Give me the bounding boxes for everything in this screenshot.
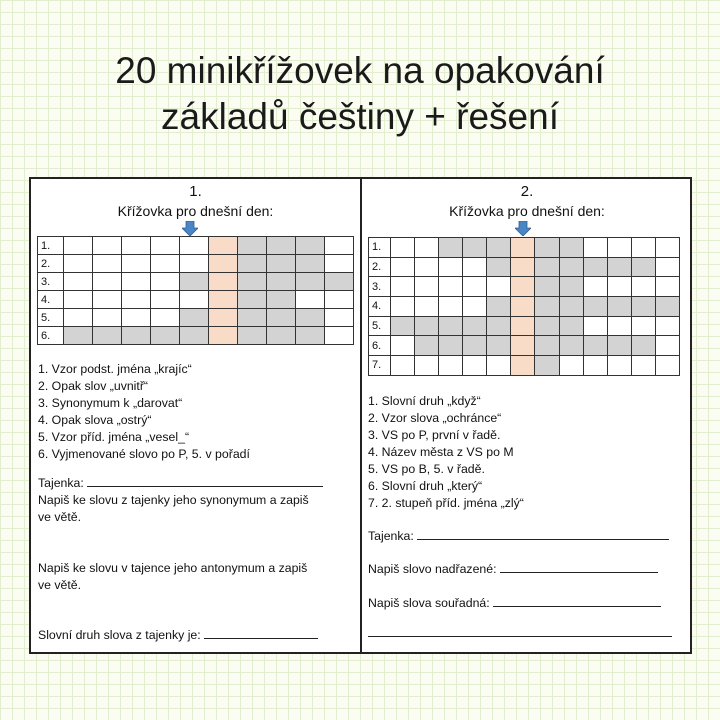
- letter-cell[interactable]: [238, 237, 267, 255]
- letter-cell[interactable]: [325, 309, 354, 327]
- tajenka-answer-line[interactable]: [87, 475, 323, 487]
- letter-cell[interactable]: [583, 316, 607, 336]
- letter-cell[interactable]: [487, 297, 511, 317]
- letter-cell[interactable]: [296, 327, 325, 345]
- extra-answer-row: [368, 625, 672, 642]
- letter-cell[interactable]: [415, 356, 439, 376]
- grid-row: [38, 291, 354, 309]
- clue-item: 5. VS po B, 5. v řadě.: [368, 462, 485, 476]
- letter-cell[interactable]: [64, 327, 93, 345]
- letter-cell[interactable]: [238, 255, 267, 273]
- letter-cell[interactable]: [487, 238, 511, 258]
- nadrazene-answer-line[interactable]: [500, 561, 658, 573]
- letter-cell[interactable]: [583, 257, 607, 277]
- letter-cell[interactable]: [439, 316, 463, 336]
- letter-cell[interactable]: [296, 255, 325, 273]
- grid-row: [38, 309, 354, 327]
- letter-cell[interactable]: [559, 336, 583, 356]
- letter-cell[interactable]: [325, 255, 354, 273]
- task-antonym: [38, 560, 307, 594]
- down-arrow-icon: [182, 221, 198, 236]
- row-number: 2.: [38, 255, 64, 273]
- letter-cell[interactable]: [607, 316, 631, 336]
- panel-number: 1.: [189, 183, 202, 200]
- letter-cell[interactable]: [607, 297, 631, 317]
- tajenka-cell[interactable]: [209, 237, 238, 255]
- worksheet: [29, 177, 692, 654]
- letter-cell[interactable]: [296, 309, 325, 327]
- slovni-druh-label: Slovní druh slova z tajenky je:: [38, 628, 201, 642]
- letter-cell[interactable]: [559, 316, 583, 336]
- nadrazene-row: [368, 561, 658, 578]
- letter-cell[interactable]: [391, 238, 415, 258]
- letter-cell[interactable]: [415, 316, 439, 336]
- letter-cell[interactable]: [463, 316, 487, 336]
- crossword-panel-2: [362, 179, 692, 652]
- clue-item: 7. 2. stupeň příd. jména „zlý“: [368, 496, 524, 510]
- nadrazene-label: Napiš slovo nadřazené:: [368, 562, 497, 576]
- grid-row: [38, 255, 354, 273]
- letter-cell[interactable]: [655, 356, 679, 376]
- letter-cell[interactable]: [439, 336, 463, 356]
- letter-cell[interactable]: [583, 356, 607, 376]
- tajenka-cell[interactable]: [511, 238, 535, 258]
- letter-cell[interactable]: [559, 297, 583, 317]
- grid-row: [38, 237, 354, 255]
- grid-row: [369, 316, 680, 336]
- letter-cell[interactable]: [463, 297, 487, 317]
- letter-cell[interactable]: [487, 277, 511, 297]
- letter-cell[interactable]: [655, 257, 679, 277]
- letter-cell[interactable]: [93, 237, 122, 255]
- letter-cell[interactable]: [296, 273, 325, 291]
- letter-cell[interactable]: [151, 327, 180, 345]
- row-number: 4.: [369, 297, 391, 317]
- letter-cell[interactable]: [122, 255, 151, 273]
- letter-cell[interactable]: [439, 257, 463, 277]
- letter-cell[interactable]: [535, 316, 559, 336]
- crossword-panel-1: [31, 179, 360, 652]
- grid-row: [369, 238, 680, 258]
- letter-cell[interactable]: [631, 356, 655, 376]
- letter-cell[interactable]: [439, 356, 463, 376]
- tajenka-cell[interactable]: [511, 257, 535, 277]
- letter-cell[interactable]: [655, 336, 679, 356]
- letter-cell[interactable]: [487, 316, 511, 336]
- panel-heading: Křížovka pro dnešní den:: [449, 203, 605, 219]
- souradna-row: [368, 595, 661, 612]
- clue-item: 2. Opak slov „uvnitř“: [38, 379, 149, 393]
- panel-number: 2.: [520, 183, 534, 200]
- letter-cell[interactable]: [535, 297, 559, 317]
- tajenka-cell[interactable]: [209, 273, 238, 291]
- letter-cell[interactable]: [631, 238, 655, 258]
- letter-cell[interactable]: [535, 238, 559, 258]
- clue-item: 4. Opak slova „ostrý“: [38, 413, 152, 427]
- letter-cell[interactable]: [655, 297, 679, 317]
- letter-cell[interactable]: [391, 297, 415, 317]
- letter-cell[interactable]: [463, 277, 487, 297]
- letter-cell[interactable]: [487, 257, 511, 277]
- letter-cell[interactable]: [122, 237, 151, 255]
- letter-cell[interactable]: [391, 336, 415, 356]
- letter-cell[interactable]: [151, 291, 180, 309]
- letter-cell[interactable]: [631, 257, 655, 277]
- title-line-2: základů češtiny + řešení: [161, 96, 559, 137]
- clue-item: 3. VS po P, první v řadě.: [368, 428, 501, 442]
- letter-cell[interactable]: [267, 273, 296, 291]
- title-line-1: 20 minikřížovek na opakování: [115, 50, 605, 91]
- letter-cell[interactable]: [607, 336, 631, 356]
- row-number: 2.: [369, 257, 391, 277]
- letter-cell[interactable]: [655, 277, 679, 297]
- tajenka-cell[interactable]: [209, 291, 238, 309]
- letter-cell[interactable]: [583, 336, 607, 356]
- letter-cell[interactable]: [64, 309, 93, 327]
- letter-cell[interactable]: [487, 336, 511, 356]
- letter-cell[interactable]: [439, 238, 463, 258]
- row-number: 6.: [369, 336, 391, 356]
- letter-cell[interactable]: [415, 336, 439, 356]
- task-antonym-line-2: ve větě.: [38, 578, 82, 592]
- tajenka-answer-line[interactable]: [417, 528, 669, 540]
- letter-cell[interactable]: [296, 291, 325, 309]
- crossword-grid-1: [37, 236, 354, 345]
- letter-cell[interactable]: [415, 257, 439, 277]
- grid-row: [369, 297, 680, 317]
- letter-cell[interactable]: [180, 291, 209, 309]
- grid-row: [38, 327, 354, 345]
- grid-row: [38, 273, 354, 291]
- letter-cell[interactable]: [391, 316, 415, 336]
- clue-item: 3. Synonymum k „darovat“: [38, 396, 183, 410]
- grid-row: [369, 257, 680, 277]
- tajenka-cell[interactable]: [511, 356, 535, 376]
- letter-cell[interactable]: [439, 277, 463, 297]
- tajenka-row: [38, 475, 323, 492]
- letter-cell[interactable]: [535, 336, 559, 356]
- row-number: 3.: [369, 277, 391, 297]
- clue-item: 1. Vzor podst. jména „krajíc“: [38, 362, 192, 376]
- letter-cell[interactable]: [64, 291, 93, 309]
- letter-cell[interactable]: [439, 297, 463, 317]
- letter-cell[interactable]: [151, 273, 180, 291]
- task-antonym-line-1: Napiš ke slovu v tajence jeho antonymum a zapiš: [38, 561, 308, 575]
- letter-cell[interactable]: [607, 277, 631, 297]
- letter-cell[interactable]: [93, 291, 122, 309]
- row-number: 4.: [38, 291, 64, 309]
- task-synonym: [38, 492, 309, 526]
- letter-cell[interactable]: [559, 277, 583, 297]
- task-synonym-line-1: Napiš ke slovu z tajenky jeho synonymum a zapiš: [38, 493, 309, 507]
- row-number: 3.: [38, 273, 64, 291]
- letter-cell[interactable]: [267, 237, 296, 255]
- letter-cell[interactable]: [607, 356, 631, 376]
- tajenka-cell[interactable]: [209, 255, 238, 273]
- clue-list-2: [368, 393, 698, 512]
- letter-cell[interactable]: [180, 309, 209, 327]
- row-number: 6.: [38, 327, 64, 345]
- tajenka-label: Tajenka:: [38, 476, 84, 490]
- letter-cell[interactable]: [267, 327, 296, 345]
- letter-cell[interactable]: [238, 291, 267, 309]
- row-number: 7.: [369, 356, 391, 376]
- row-number: 5.: [38, 309, 64, 327]
- letter-cell[interactable]: [64, 237, 93, 255]
- letter-cell[interactable]: [463, 257, 487, 277]
- letter-cell[interactable]: [631, 277, 655, 297]
- tajenka-label: Tajenka:: [368, 529, 414, 543]
- grid-row: [369, 277, 680, 297]
- letter-cell[interactable]: [93, 273, 122, 291]
- letter-cell[interactable]: [391, 356, 415, 376]
- letter-cell[interactable]: [93, 309, 122, 327]
- letter-cell[interactable]: [607, 257, 631, 277]
- clue-item: 5. Vzor příd. jména „vesel_“: [38, 430, 190, 444]
- letter-cell[interactable]: [463, 238, 487, 258]
- page-title: [0, 48, 720, 140]
- clue-list-1: [38, 361, 367, 463]
- crossword-grid-2: [368, 237, 680, 376]
- letter-cell[interactable]: [559, 356, 583, 376]
- letter-cell[interactable]: [535, 257, 559, 277]
- letter-cell[interactable]: [655, 238, 679, 258]
- letter-cell[interactable]: [583, 297, 607, 317]
- letter-cell[interactable]: [535, 277, 559, 297]
- letter-cell[interactable]: [631, 316, 655, 336]
- tajenka-cell[interactable]: [209, 309, 238, 327]
- row-number: 5.: [369, 316, 391, 336]
- slovni-druh-row: [38, 627, 318, 644]
- letter-cell[interactable]: [180, 255, 209, 273]
- letter-cell[interactable]: [238, 309, 267, 327]
- letter-cell[interactable]: [559, 257, 583, 277]
- tajenka-cell[interactable]: [511, 316, 535, 336]
- letter-cell[interactable]: [607, 238, 631, 258]
- letter-cell[interactable]: [238, 327, 267, 345]
- letter-cell[interactable]: [415, 238, 439, 258]
- letter-cell[interactable]: [463, 336, 487, 356]
- letter-cell[interactable]: [391, 257, 415, 277]
- letter-cell[interactable]: [391, 277, 415, 297]
- letter-cell[interactable]: [487, 356, 511, 376]
- panel-heading: Křížovka pro dnešní den:: [117, 203, 274, 219]
- clue-item: 6. Vyjmenované slovo po P, 5. v pořadí: [38, 447, 250, 461]
- letter-cell[interactable]: [325, 291, 354, 309]
- letter-cell[interactable]: [655, 316, 679, 336]
- letter-cell[interactable]: [64, 255, 93, 273]
- letter-cell[interactable]: [463, 356, 487, 376]
- down-arrow-icon: [515, 221, 531, 236]
- souradna-label: Napiš slova souřadná:: [368, 596, 490, 610]
- letter-cell[interactable]: [267, 255, 296, 273]
- letter-cell[interactable]: [93, 255, 122, 273]
- tajenka-cell[interactable]: [511, 277, 535, 297]
- letter-cell[interactable]: [122, 291, 151, 309]
- clue-item: 2. Vzor slova „ochránce“: [368, 411, 502, 425]
- grid-row: [369, 336, 680, 356]
- letter-cell[interactable]: [325, 327, 354, 345]
- task-synonym-line-2: ve větě.: [38, 510, 82, 524]
- tajenka-cell[interactable]: [511, 297, 535, 317]
- letter-cell[interactable]: [180, 237, 209, 255]
- letter-cell[interactable]: [238, 273, 267, 291]
- letter-cell[interactable]: [180, 273, 209, 291]
- clue-item: 6. Slovní druh „který“: [368, 479, 483, 493]
- letter-cell[interactable]: [122, 327, 151, 345]
- letter-cell[interactable]: [122, 273, 151, 291]
- letter-cell[interactable]: [415, 277, 439, 297]
- letter-cell[interactable]: [583, 238, 607, 258]
- tajenka-cell[interactable]: [209, 327, 238, 345]
- slovni-druh-answer-line[interactable]: [204, 627, 318, 639]
- tajenka-cell[interactable]: [511, 336, 535, 356]
- letter-cell[interactable]: [93, 327, 122, 345]
- souradna-answer-line[interactable]: [493, 595, 661, 607]
- grid-row: [369, 356, 680, 376]
- letter-cell[interactable]: [122, 309, 151, 327]
- letter-cell[interactable]: [267, 291, 296, 309]
- letter-cell[interactable]: [583, 277, 607, 297]
- letter-cell[interactable]: [64, 273, 93, 291]
- letter-cell[interactable]: [325, 273, 354, 291]
- letter-cell[interactable]: [296, 237, 325, 255]
- letter-cell[interactable]: [267, 309, 296, 327]
- letter-cell[interactable]: [151, 237, 180, 255]
- clue-item: 1. Slovní druh „když“: [368, 394, 481, 408]
- letter-cell[interactable]: [631, 336, 655, 356]
- letter-cell[interactable]: [180, 327, 209, 345]
- letter-cell[interactable]: [325, 237, 354, 255]
- extra-answer-line[interactable]: [368, 625, 672, 637]
- letter-cell[interactable]: [631, 297, 655, 317]
- letter-cell[interactable]: [559, 238, 583, 258]
- clue-item: 4. Název města z VS po M: [368, 445, 514, 459]
- letter-cell[interactable]: [535, 356, 559, 376]
- letter-cell[interactable]: [151, 255, 180, 273]
- row-number: 1.: [38, 237, 64, 255]
- tajenka-row: [368, 528, 669, 545]
- letter-cell[interactable]: [151, 309, 180, 327]
- row-number: 1.: [369, 238, 391, 258]
- letter-cell[interactable]: [415, 297, 439, 317]
